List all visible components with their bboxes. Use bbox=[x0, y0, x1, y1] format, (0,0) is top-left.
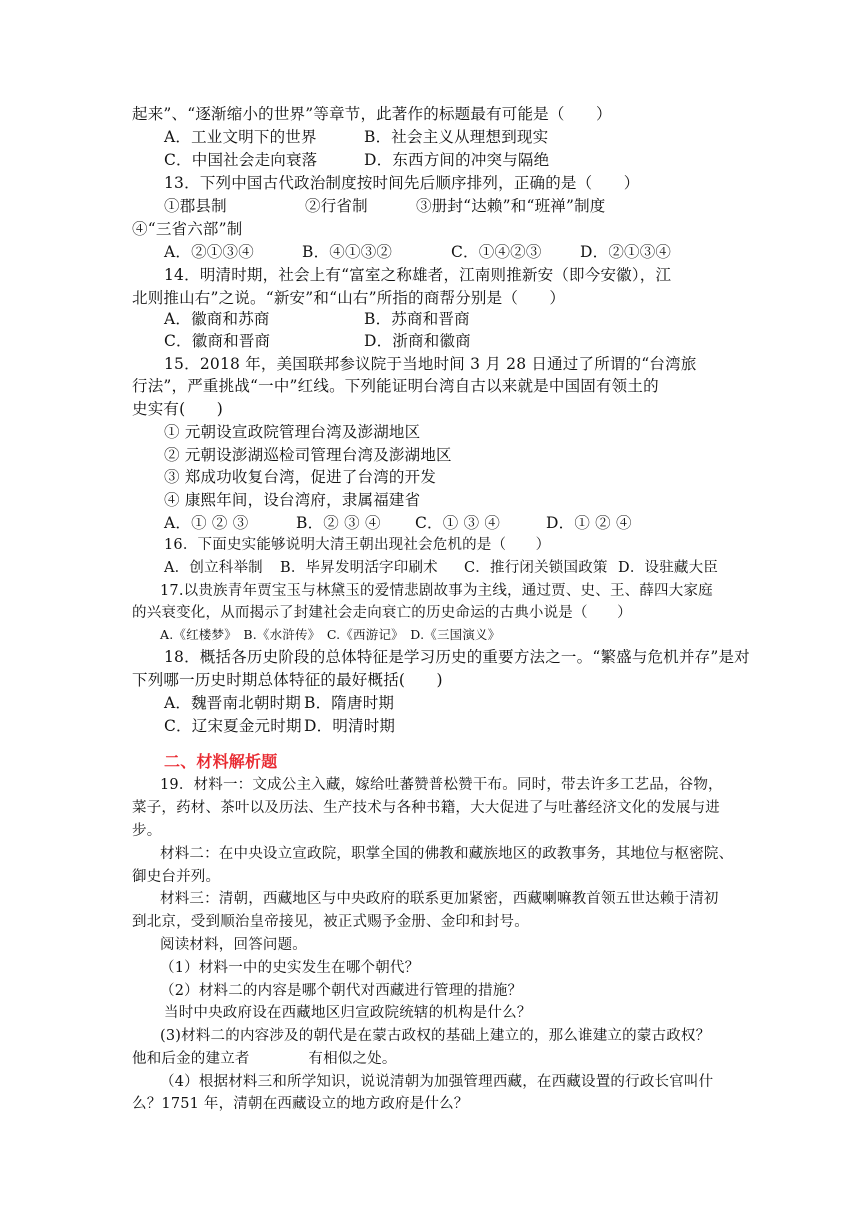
q15-item-3: ③ 郑成功收复台湾，促进了台湾的开发 bbox=[164, 468, 437, 486]
q16-option-b: B．毕昇发明活字印刷术 bbox=[280, 560, 438, 576]
q14-stem-line-1: 14．明清时期，社会上有“富室之称雄者，江南则推新安（即今安徽），江 bbox=[164, 266, 672, 284]
q13-item-1: ①郡县制 bbox=[164, 197, 227, 215]
q16-stem: 16．下面史实能够说明大清王朝出现社会危机的是（ ） bbox=[164, 537, 551, 553]
question-4-line-2: 么？1751 年，清朝在西藏设立的地方政府是什么？ bbox=[132, 1096, 469, 1112]
q18-stem-line-2: 下列哪一历史时期总体特征的最好概括( ) bbox=[132, 671, 443, 689]
q13-item-4: ④“三省六部”制 bbox=[132, 220, 243, 238]
q12-option-b: B．社会主义从理想到现实 bbox=[364, 128, 549, 146]
question-2: （2）材料二的内容是哪个朝代对西藏进行管理的措施？ bbox=[160, 983, 523, 999]
q16-option-d: D．设驻藏大臣 bbox=[618, 560, 719, 576]
q16-option-c: C．推行闭关锁国政策 bbox=[464, 560, 608, 576]
q18-stem-line-1: 18．概括各历史阶段的总体特征是学习历史的重要方法之一。“繁盛与危机并存”是对 bbox=[164, 648, 750, 666]
q13-option-b: B．④①③② bbox=[302, 243, 393, 261]
q14-option-c: C．徽商和晋商 bbox=[164, 332, 271, 350]
q13-stem: 13．下列中国古代政治制度按时间先后顺序排列，正确的是（ ） bbox=[164, 174, 640, 192]
q13-option-c: C．①④②③ bbox=[451, 243, 542, 261]
q17-stem-line-1: 17.以贵族青年贾宝玉与林黛玉的爱情悲剧故事为主线，通过贾、史、王、薛四大家庭 bbox=[160, 583, 713, 599]
material-3-line-1: 材料三：清朝，西藏地区与中央政府的联系更加紧密，西藏喇嘛教首领五世达赖于清初 bbox=[160, 891, 719, 907]
material-1-line-3: 步。 bbox=[132, 823, 162, 839]
material-2-line-2: 御史台并列。 bbox=[132, 869, 221, 885]
q17-stem-line-2: 的兴衰变化，从而揭示了封建社会走向衰亡的历史命运的古典小说是（ ） bbox=[132, 605, 632, 621]
q15-stem-line-2: 行法”，严重挑战“一中”红线。下列能证明台湾自古以来就是中国固有领土的 bbox=[132, 377, 659, 395]
q15-item-2: ② 元朝设澎湖巡检司管理台湾及澎湖地区 bbox=[164, 446, 452, 464]
material-3-line-2: 到北京，受到顺治皇帝接见，被正式赐予金册、金印和封号。 bbox=[132, 914, 529, 930]
q13-option-d: D．②①③④ bbox=[580, 243, 672, 261]
question-4-line-1: （4）根据材料三和所学知识，说说清朝为加强管理西藏，在西藏设置的行政长官叫什 bbox=[160, 1074, 714, 1090]
material-1-line-2: 菜子，药材、茶叶以及历法、生产技术与各种书籍，大大促进了与吐蕃经济文化的发展与进 bbox=[132, 800, 720, 816]
q14-stem-line-2: 北则推山右”之说。“新安”和“山右”所指的商帮分别是（ ） bbox=[132, 289, 566, 307]
q15-stem-line-3: 史实有( ) bbox=[132, 400, 223, 418]
q18-option-d: D．明清时期 bbox=[304, 717, 396, 735]
q18-option-c: C．辽宋夏金元时期 bbox=[164, 717, 302, 735]
section-2-heading: 二、材料解析题 bbox=[164, 752, 278, 771]
q15-item-1: ① 元朝设宣政院管理台湾及澎湖地区 bbox=[164, 423, 421, 441]
q14-option-a: A．徽商和苏商 bbox=[164, 310, 270, 328]
q15-stem-line-1: 15．2018 年，美国联邦参议院于当地时间 3 月 28 日通过了所谓的“台湾旅 bbox=[164, 355, 697, 373]
q15-option-d: D．① ② ④ bbox=[546, 514, 632, 532]
q12-option-c: C．中国社会走向衰落 bbox=[164, 151, 318, 169]
q12-option-d: D．东西方间的冲突与隔绝 bbox=[364, 151, 550, 169]
q13-item-2: ②行省制 bbox=[305, 197, 368, 215]
q15-option-c: C．① ③ ④ bbox=[415, 514, 501, 532]
q16-option-a: A．创立科举制 bbox=[164, 560, 263, 576]
material-2-line-1: 材料二：在中央设立宣政院，职掌全国的佛教和藏族地区的政教事务，其地位与枢密院、 bbox=[160, 846, 734, 862]
reading-instruction: 阅读材料，回答问题。 bbox=[160, 937, 307, 953]
q14-option-d: D．浙商和徽商 bbox=[364, 332, 471, 350]
q14-option-b: B．苏商和晋商 bbox=[364, 310, 470, 328]
question-1: （1）材料一中的史实发生在哪个朝代？ bbox=[160, 960, 420, 976]
q12-stem-continuation: 起来”、“逐渐缩小的世界”等章节，此著作的标题最有可能是（ ） bbox=[132, 105, 612, 123]
q12-option-a: A．工业文明下的世界 bbox=[164, 128, 317, 146]
q18-option-b: B．隋唐时期 bbox=[304, 694, 395, 712]
question-3-line-1: (3)材料二的内容涉及的朝代是在蒙古政权的基础上建立的，那么谁建立的蒙古政权？ bbox=[160, 1028, 711, 1044]
q13-item-3: ③册封“达赖”和“班禅”制度 bbox=[416, 197, 606, 215]
q18-option-a: A．魏晋南北朝时期 bbox=[164, 694, 301, 712]
q15-item-4: ④ 康熙年间，设台湾府，隶属福建省 bbox=[164, 491, 421, 509]
q13-option-a: A．②①③④ bbox=[164, 243, 254, 261]
question-2-continued: 当时中央政府设在西藏地区归宣政院统辖的机构是什么？ bbox=[164, 1005, 532, 1021]
q15-option-a: A．① ② ③ bbox=[164, 514, 249, 532]
q15-option-b: B．② ③ ④ bbox=[296, 514, 381, 532]
material-1-line-1: 19．材料一：文成公主入藏，嫁给吐蕃赞普松赞干布。同时，带去许多工艺品，谷物， bbox=[160, 777, 723, 793]
q17-options: A.《红楼梦》 B.《水浒传》 C.《西游记》 D.《三国演义》 bbox=[160, 627, 501, 642]
question-3-line-2: 他和后金的建立者 有相似之处。 bbox=[132, 1051, 397, 1067]
